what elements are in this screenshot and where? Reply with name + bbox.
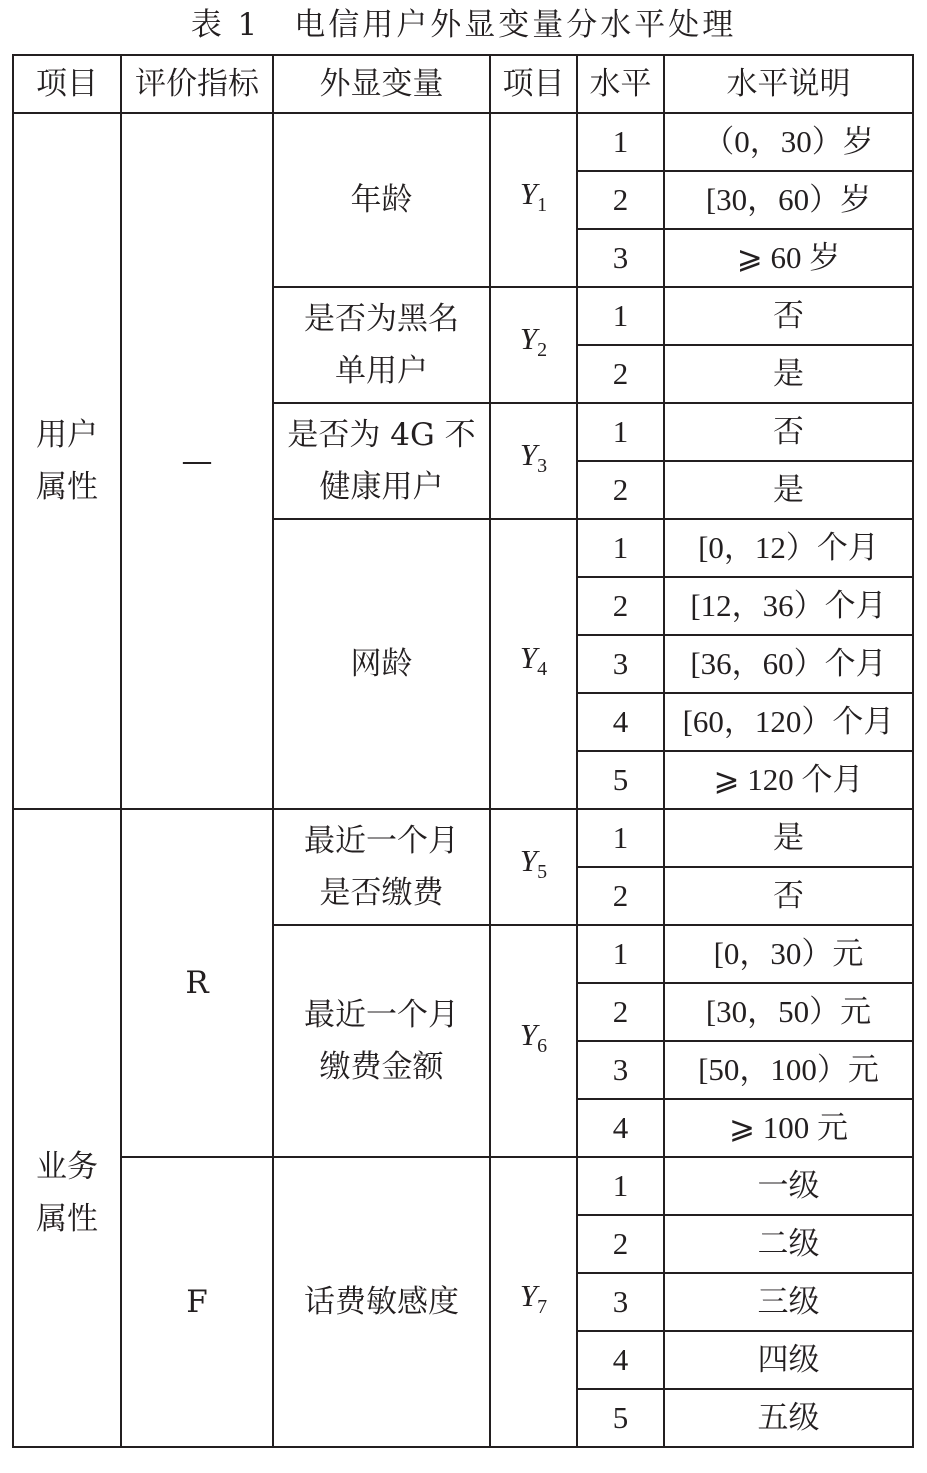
level-description: 否: [664, 403, 913, 461]
level-number: 5: [577, 751, 664, 809]
group-label: 用户属性: [36, 417, 98, 505]
variable-name: 最近一个月缴费金额: [273, 925, 490, 1157]
level-description: 五级: [664, 1389, 913, 1447]
level-number: 3: [577, 1041, 664, 1099]
header-variable: 外显变量: [273, 55, 490, 113]
level-description: 否: [664, 287, 913, 345]
indicator-r: R: [121, 809, 273, 1157]
level-number: 1: [577, 403, 664, 461]
level-number: 2: [577, 171, 664, 229]
level-number: 3: [577, 1273, 664, 1331]
level-number: 1: [577, 925, 664, 983]
item-symbol: $Y_3$: [490, 403, 577, 519]
level-description: [0，30）元: [664, 925, 913, 983]
level-description: ⩾ 120 个月: [664, 751, 913, 809]
level-number: 1: [577, 287, 664, 345]
level-number: 2: [577, 577, 664, 635]
item-symbol: $Y_5$: [490, 809, 577, 925]
level-number: 2: [577, 983, 664, 1041]
level-description: 二级: [664, 1215, 913, 1273]
level-description: 四级: [664, 1331, 913, 1389]
level-number: 4: [577, 1099, 664, 1157]
level-description: [30，60）岁: [664, 171, 913, 229]
item-symbol: $Y_4$: [490, 519, 577, 809]
variable-name: 是否为 4G 不健康用户: [273, 403, 490, 519]
level-description: 是: [664, 345, 913, 403]
level-number: 4: [577, 693, 664, 751]
item-symbol: $Y_7$: [490, 1157, 577, 1447]
level-number: 1: [577, 113, 664, 171]
header-level: 水平: [577, 55, 664, 113]
level-number: 3: [577, 229, 664, 287]
variable-name: 年龄: [273, 113, 490, 287]
variable-name: 话费敏感度: [273, 1157, 490, 1447]
level-description: 否: [664, 867, 913, 925]
table-caption: 表 1 电信用户外显变量分水平处理: [190, 7, 737, 43]
level-description: [50，100）元: [664, 1041, 913, 1099]
header-project: 项目: [13, 55, 121, 113]
level-description: 是: [664, 461, 913, 519]
level-number: 2: [577, 1215, 664, 1273]
level-description: ⩾ 100 元: [664, 1099, 913, 1157]
level-number: 3: [577, 635, 664, 693]
variable-name: 最近一个月是否缴费: [273, 809, 490, 925]
table-row: [13, 1157, 913, 1215]
level-number: 5: [577, 1389, 664, 1447]
indicator-dash: —: [121, 113, 273, 809]
level-description: 是: [664, 809, 913, 867]
level-description: [0，12）个月: [664, 519, 913, 577]
level-number: 1: [577, 809, 664, 867]
variable-name: 网龄: [273, 519, 490, 809]
level-description: （0，30）岁: [664, 113, 913, 171]
level-description: 三级: [664, 1273, 913, 1331]
header-row: [13, 55, 913, 113]
table-row: [13, 809, 913, 867]
table-row: [13, 113, 913, 171]
indicator-f: F: [121, 1157, 273, 1447]
level-number: 1: [577, 519, 664, 577]
group-label: 业务属性: [36, 1149, 98, 1237]
variable-level-table: [12, 54, 914, 1448]
item-symbol: $Y_6$: [490, 925, 577, 1157]
item-symbol: $Y_2$: [490, 287, 577, 403]
variable-name: 是否为黑名单用户: [273, 287, 490, 403]
header-item: 项目: [490, 55, 577, 113]
level-description: [30，50）元: [664, 983, 913, 1041]
level-number: 4: [577, 1331, 664, 1389]
level-number: 2: [577, 867, 664, 925]
level-description: [36，60）个月: [664, 635, 913, 693]
level-description: 一级: [664, 1157, 913, 1215]
level-description: [12，36）个月: [664, 577, 913, 635]
level-number: 2: [577, 345, 664, 403]
level-description: ⩾ 60 岁: [664, 229, 913, 287]
group-business-attributes: [13, 809, 121, 1447]
group-user-attributes: [13, 113, 121, 809]
header-indicator: 评价指标: [121, 55, 273, 113]
header-level-description: 水平说明: [664, 55, 913, 113]
item-symbol: $Y_1$: [490, 113, 577, 287]
level-description: [60，120）个月: [664, 693, 913, 751]
level-number: 1: [577, 1157, 664, 1215]
level-number: 2: [577, 461, 664, 519]
